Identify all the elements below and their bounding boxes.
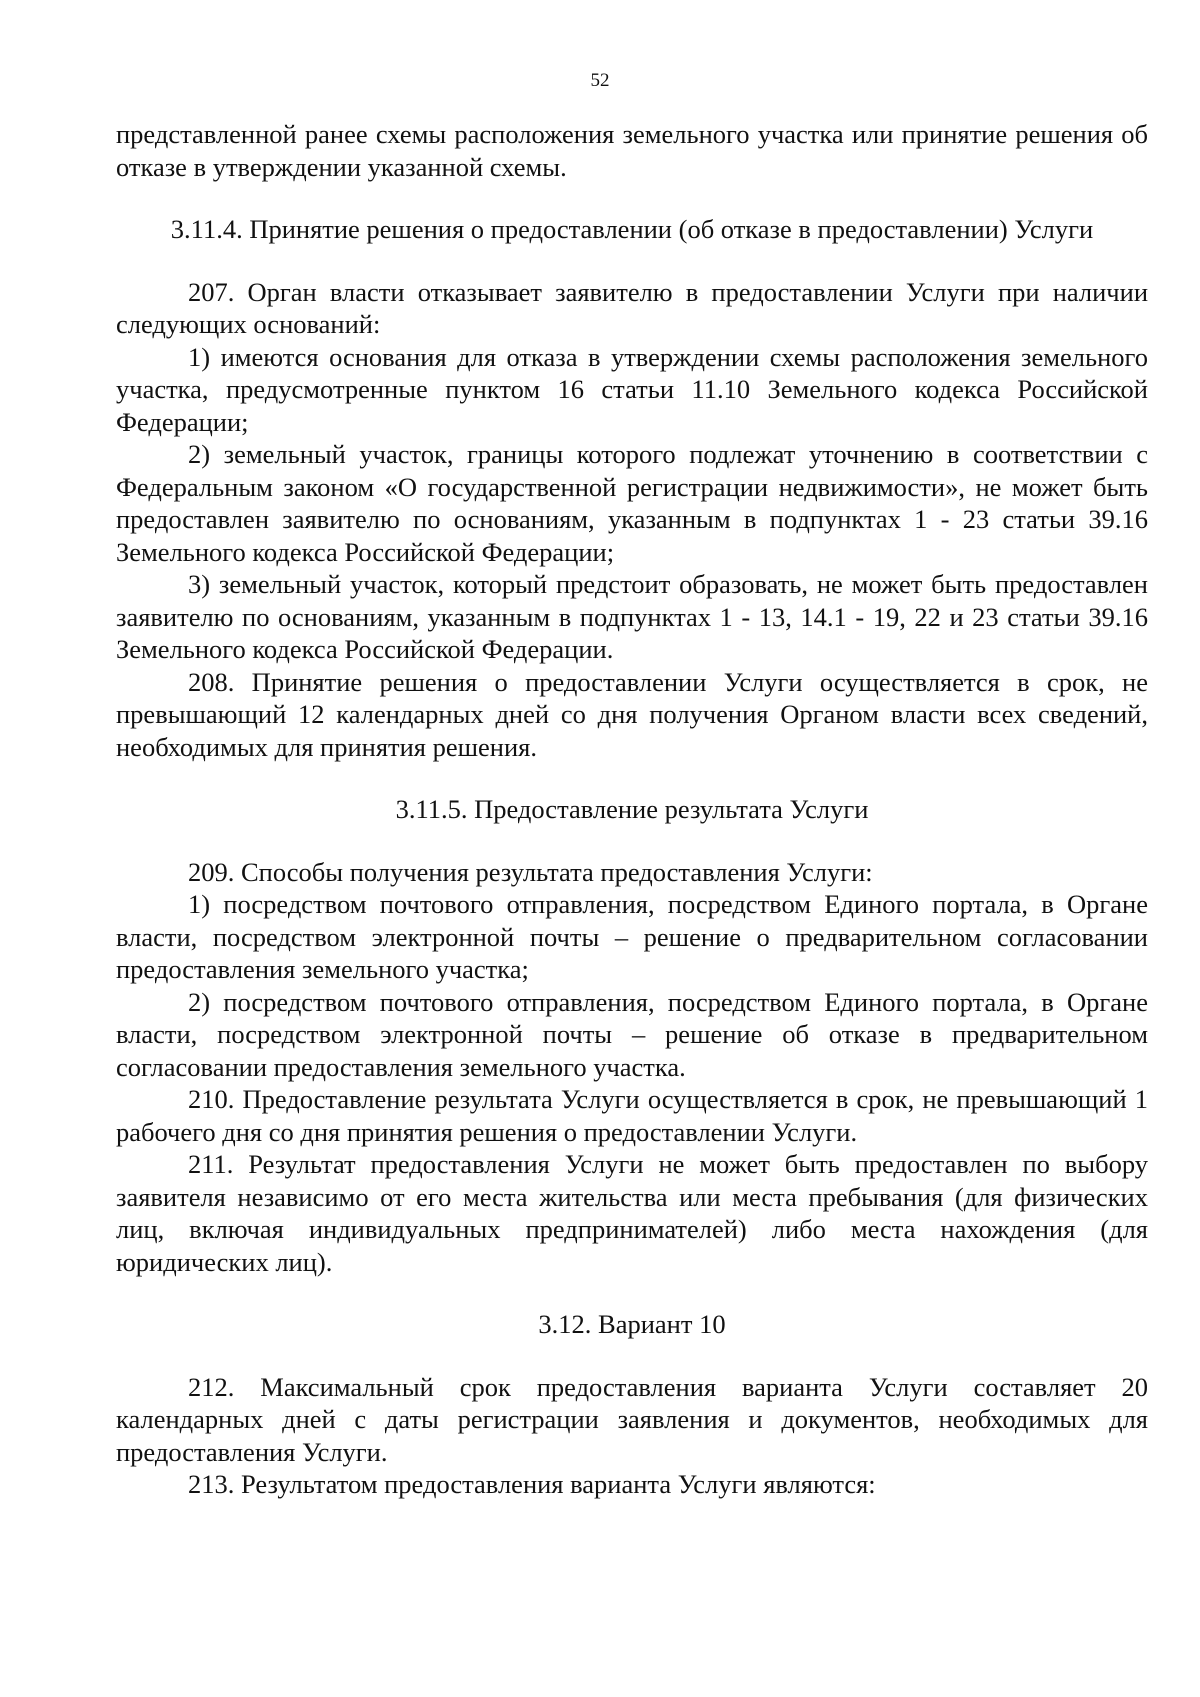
- section-heading-3-12: 3.12. Вариант 10: [538, 1309, 726, 1339]
- paragraph: представленной ранее схемы расположения земельного участка или принятие решения об отказе в утверждении указанной схемы.: [116, 119, 1148, 182]
- paragraph-207: 207. Орган власти отказывает заявителю в предоставлении Услуги при наличии следующих оснований:: [116, 276, 1148, 339]
- paragraph-207-item-3: 3) земельный участок, который предстоит образовать, не может быть предоставлен заявителю по основаниям, указанным в подпунктах 1 - 13, 14.1 - 19, 22 и 23 статьи 39.16 Земельного кодекса Российской Федерации.: [116, 569, 1148, 664]
- paragraph-207-item-2: 2) земельный участок, границы которого подлежат уточнению в соответствии с Федеральным законом «О государственной регистрации недвижимости», не может быть предоставлен заявителю по основаниям, указанным в подпунктах 1 - 23 статьи 39.16 Земельного кодекса Российской Федерации;: [116, 439, 1148, 567]
- paragraph-209-item-1: 1) посредством почтового отправления, посредством Единого портала, в Органе власти, посредством электронной почты – решение о предварительном согласовании предоставления земельного участка;: [116, 889, 1148, 984]
- paragraph-212: 212. Максимальный срок предоставления варианта Услуги составляет 20 календарных дней с даты регистрации заявления и документов, необходимых для предоставления Услуги.: [116, 1371, 1148, 1467]
- paragraph-213: 213. Результатом предоставления варианта Услуги являются:: [188, 1469, 876, 1499]
- page-number: 52: [590, 70, 610, 91]
- paragraph-207-item-1: 1) имеются основания для отказа в утверждении схемы расположения земельного участка, предусмотренные пунктом 16 статьи 11.10 Земельного кодекса Российской Федерации;: [116, 341, 1148, 437]
- paragraph-209: 209. Способы получения результата предоставления Услуги:: [188, 856, 873, 887]
- paragraph-208: 208. Принятие решения о предоставлении Услуги осуществляется в срок, не превышающий 12 календарных дней со дня получения Органом власти всех сведений, необходимых для принятия решения.: [116, 666, 1148, 762]
- paragraph-209-item-2: 2) посредством почтового отправления, посредством Единого портала, в Органе власти, посредством электронной почты – решение об отказе в предварительном согласовании предоставления земельного участка.: [116, 986, 1148, 1082]
- paragraph-211: 211. Результат предоставления Услуги не может быть предоставлен по выбору заявителя независимо от его места жительства или места пребывания (для физических лиц, включая индивидуальных предпринимателей) либо места нахождения (для юридических лиц).: [116, 1149, 1148, 1277]
- section-heading-3-11-5: 3.11.5. Предоставление результата Услуги: [395, 794, 869, 824]
- paragraph-210: 210. Предоставление результата Услуги осуществляется в срок, не превышающий 1 рабочего дня со дня принятия решения о предоставлении Услуги.: [116, 1084, 1148, 1147]
- section-heading-3-11-4: 3.11.4. Принятие решения о предоставлении (об отказе в предоставлении) Услуги: [170, 214, 1094, 244]
- document-body: [116, 118, 1148, 1501]
